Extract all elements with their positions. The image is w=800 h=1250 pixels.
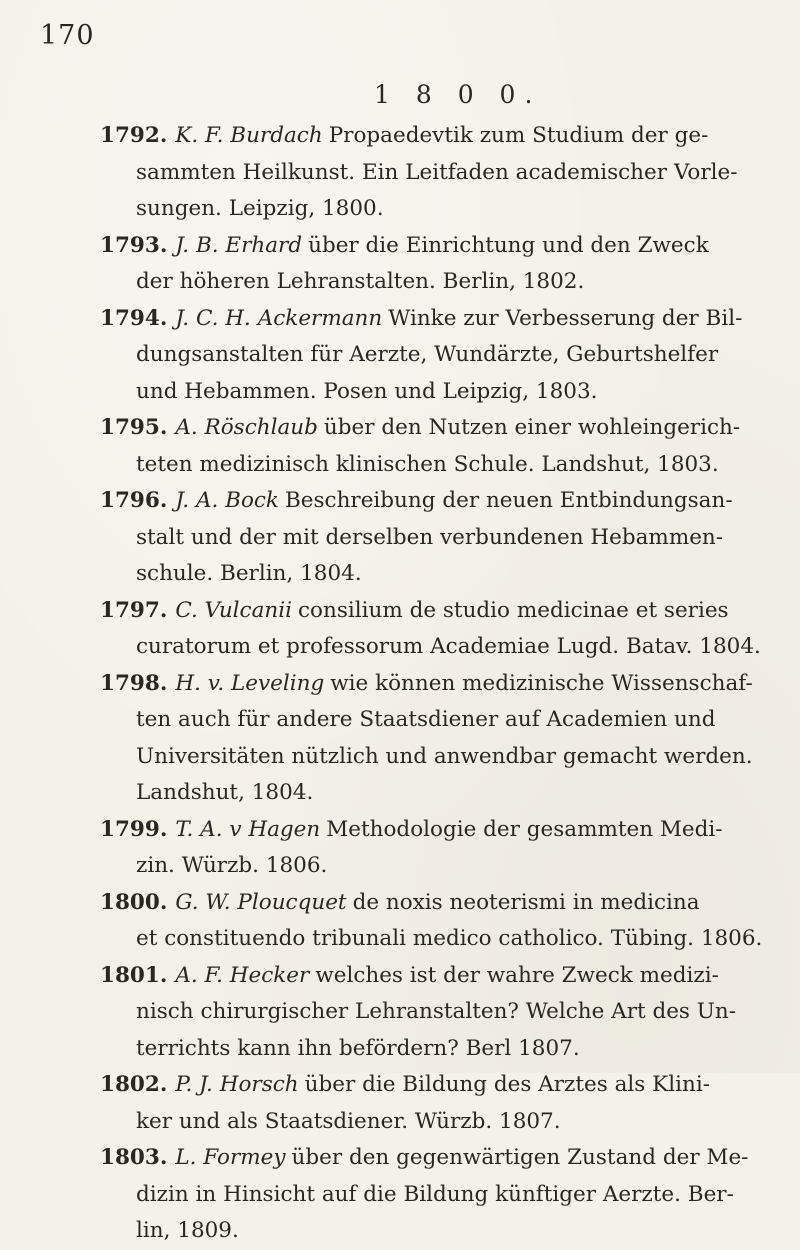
entry-author: A. Röschlaub [175,415,318,440]
entry-author: G. W. Ploucquet [175,889,347,915]
entry-text-line: dizin in Hinsicht auf die Bildung künftiger Aerzte. Ber- [136,1181,734,1207]
entry-text-line: terrichts kann ihn befördern? Berl 1807. [136,1035,580,1061]
entry-text-line: Propaedevtik zum Studium der ge- [328,123,709,148]
entry-author: H. v. Leveling [175,670,325,696]
bibliography-entry [100,666,780,812]
entry-author: L. Formey [175,1145,286,1170]
entry-author: T. A. v Hagen [175,816,321,842]
entry-number: 1793. [100,232,168,258]
entry-number: 1794. [100,305,168,331]
entry-text-line: stalt und der mit derselben verbundenen Hebammen- [136,524,724,550]
bibliography-entry [100,958,780,1068]
entry-author: J. A. Bock [175,488,279,513]
entry-text-line: consilium de studio medicinae et series [298,597,729,623]
bibliography-entry [100,812,780,885]
bibliography-list [100,118,780,1250]
entry-author: K. F. Burdach [175,123,323,148]
entry-text-line: curatorum et professorum Academiae Lugd. Batav. 1804. [136,634,761,659]
entry-number: 1797. [100,597,168,623]
page-number: 170 [40,20,95,51]
entry-text-line: teten medizinisch klinischen Schule. Landshut, 1803. [136,451,719,477]
bibliography-entry [100,301,780,411]
bibliography-entry [100,1067,780,1140]
entry-text-line: et constituendo tribunali medico catholico. Tübing. 1806. [136,926,763,951]
entry-text-line: de noxis neoterismi in medicina [352,889,700,915]
entry-number: 1803. [100,1145,168,1170]
entry-author: C. Vulcanii [175,597,293,623]
entry-number: 1800. [100,889,168,915]
entry-text-line: Beschreibung der neuen Entbindungsan- [284,488,733,513]
entry-text-line: zin. Würzb. 1806. [136,853,328,878]
entry-text-line: lin, 1809. [136,1218,239,1243]
entry-text-line: Winke zur Verbesserung der Bil- [388,305,743,331]
entry-number: 1798. [100,670,168,696]
entry-text-line: sungen. Leipzig, 1800. [136,196,384,221]
entry-author: J. C. H. Ackermann [175,305,383,331]
entry-author: A. F. Hecker [175,962,310,988]
bibliography-entry [100,118,780,228]
entry-text-line: dungsanstalten für Aerzte, Wundärzte, Geburtshelfer [136,342,719,367]
running-head: 1 8 0 0. [374,80,542,109]
entry-text-line: welches ist der wahre Zweck medizi- [315,962,719,988]
entry-number: 1792. [100,123,168,148]
entry-text-line: über den gegenwärtigen Zustand der Me- [291,1145,749,1170]
entry-number: 1801. [100,962,168,988]
bibliography-entry [100,228,780,301]
entry-number: 1796. [100,488,168,513]
entry-text-line: über den Nutzen einer wohleingerich- [323,415,741,440]
entry-text-line: der höheren Lehranstalten. Berlin, 1802. [136,269,585,294]
bibliography-entry [100,593,780,666]
bibliography-entry [100,885,780,958]
entry-text-line: Landshut, 1804. [136,780,314,805]
entry-text-line: sammten Heilkunst. Ein Leitfaden academischer Vorle- [136,159,738,185]
entry-number: 1799. [100,816,168,842]
entry-number: 1795. [100,415,168,440]
entry-number: 1802. [100,1072,168,1097]
entry-text-line: ten auch für andere Staatsdiener auf Academien und [136,707,716,732]
entry-text-line: ker und als Staatsdiener. Würzb. 1807. [136,1108,561,1134]
bibliography-entry [100,410,780,483]
entry-author: P. J. Horsch [175,1072,299,1097]
entry-text-line: schule. Berlin, 1804. [136,561,362,586]
entry-text-line: und Hebammen. Posen und Leipzig, 1803. [136,378,598,404]
entry-text-line: wie können medizinische Wissenschaf- [330,670,753,696]
entry-text-line: über die Einrichtung und den Zweck [308,232,709,258]
entry-text-line: Universitäten nützlich und anwendbar gemacht werden. [136,743,753,769]
entry-author: J. B. Erhard [175,232,303,258]
bibliography-entry [100,483,780,593]
entry-text-line: über die Bildung des Arztes als Klini- [304,1072,710,1097]
entry-text-line: Methodologie der gesammten Medi- [326,816,723,842]
bibliography-entry [100,1140,780,1250]
entry-text-line: nisch chirurgischer Lehranstalten? Welche Art des Un- [136,999,737,1024]
